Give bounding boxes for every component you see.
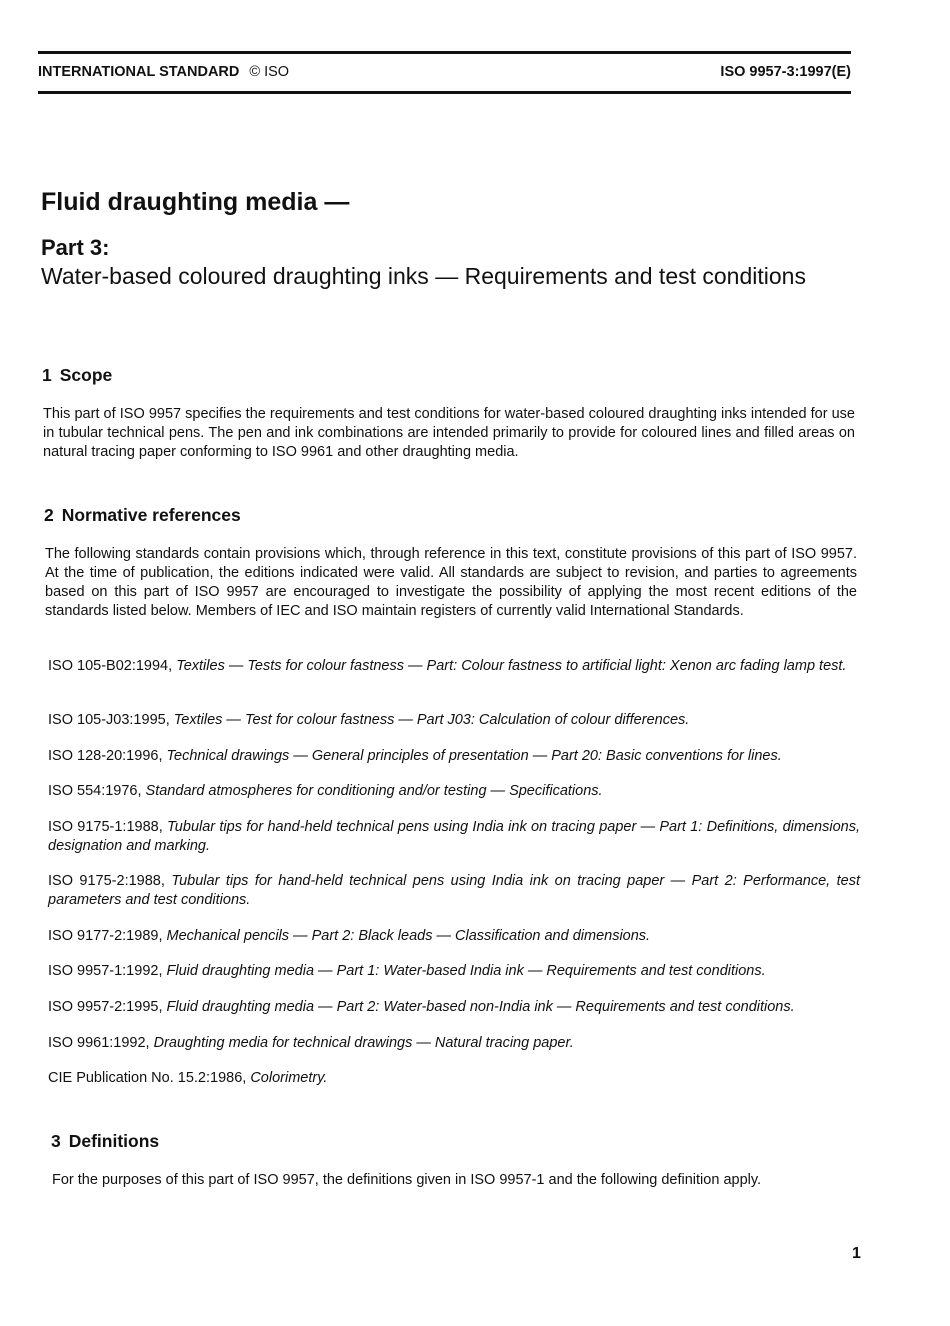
- header-top-rule: [38, 51, 851, 54]
- header-left: [38, 64, 289, 80]
- reference-item: [48, 1069, 860, 1088]
- normative-paragraph: The following standards contain provisions which, through reference in this text, constitute provisions of this part of ISO 9957. At the time of publication, the editions indicated were valid. All standards are subject to revision, and parties to agreements based on this part of ISO 9957 are encouraged to investigate the possibility of applying the most recent editions of the standards listed below. Members of IEC and ISO maintain registers of currently valid International Standards.: [45, 546, 857, 619]
- definitions-paragraph: For the purposes of this part of ISO 9957, the definitions given in ISO 9957-1 and the following definition apply.: [52, 1172, 762, 1188]
- section-title: Definitions: [68, 1131, 160, 1151]
- reference-item: [48, 998, 860, 1017]
- header-copyright: © ISO: [249, 64, 290, 80]
- reference-item: [48, 818, 860, 856]
- reference-item: [48, 657, 860, 676]
- section-heading-scope: [42, 365, 112, 386]
- reference-code: ISO 9961:1992,: [48, 1035, 150, 1051]
- reference-title: Fluid draughting media — Part 1: Water-based India ink — Requirements and test conditions.: [166, 963, 766, 979]
- reference-title: Colorimetry.: [250, 1070, 328, 1086]
- reference-code: ISO 9957-2:1995,: [48, 999, 163, 1015]
- reference-item: [48, 711, 860, 730]
- header-standard-label: INTERNATIONAL STANDARD: [38, 64, 240, 80]
- reference-code: ISO 9175-2:1988,: [48, 873, 165, 889]
- reference-code: ISO 9175-1:1988,: [48, 819, 163, 835]
- reference-code: CIE Publication No. 15.2:1986,: [48, 1070, 247, 1086]
- reference-item: [48, 872, 860, 910]
- reference-title: Draughting media for technical drawings — Natural tracing paper.: [153, 1035, 574, 1051]
- document-part: Part 3:: [41, 235, 110, 260]
- header-bottom-rule: [38, 91, 851, 94]
- reference-title: Fluid draughting media — Part 2: Water-based non-India ink — Requirements and test conditions.: [166, 999, 795, 1015]
- section-number: 2: [44, 505, 54, 525]
- reference-item: [48, 747, 860, 766]
- reference-title: Tubular tips for hand-held technical pens using India ink on tracing paper — Part 1: Definitions, dimensions, designation and marking.: [48, 819, 860, 854]
- reference-title: Tubular tips for hand-held technical pens using India ink on tracing paper — Part 2: Performance, test parameters and test conditions.: [48, 873, 860, 908]
- reference-item: [48, 1034, 860, 1053]
- reference-code: ISO 128-20:1996,: [48, 748, 163, 764]
- scope-paragraph: This part of ISO 9957 specifies the requirements and test conditions for water-based coloured draughting inks intended for use in tubular technical pens. The pen and ink combinations are intended primarily to provide for coloured lines and filled areas on natural tracing paper conforming to ISO 9961 and other draughting media.: [43, 406, 855, 460]
- header-document-id: ISO 9957-3:1997(E): [720, 64, 851, 80]
- reference-code: ISO 9177-2:1989,: [48, 928, 163, 944]
- reference-code: ISO 105-J03:1995,: [48, 712, 170, 728]
- section-title: Normative references: [61, 505, 241, 525]
- reference-title: Mechanical pencils — Part 2: Black leads — Classification and dimensions.: [166, 928, 651, 944]
- section-number: 3: [51, 1131, 61, 1151]
- reference-item: [48, 782, 860, 801]
- section-number: 1: [42, 365, 52, 385]
- section-heading-normative-references: [44, 505, 241, 526]
- section-heading-definitions: [51, 1131, 159, 1152]
- page-number: 1: [852, 1245, 861, 1262]
- reference-item: [48, 962, 860, 981]
- reference-title: Technical drawings — General principles of presentation — Part 20: Basic conventions for lines.: [166, 748, 782, 764]
- reference-title: Textiles — Tests for colour fastness — Part: Colour fastness to artificial light: Xenon arc fading lamp test.: [176, 658, 847, 674]
- document-subtitle: Water-based coloured draughting inks — Requirements and test conditions: [41, 263, 806, 289]
- reference-item: [48, 927, 860, 946]
- section-title: Scope: [59, 365, 113, 385]
- reference-code: ISO 105-B02:1994,: [48, 658, 173, 674]
- document-title: Fluid draughting media —: [41, 188, 350, 216]
- reference-code: ISO 554:1976,: [48, 783, 142, 799]
- reference-code: ISO 9957-1:1992,: [48, 963, 163, 979]
- reference-title: Textiles — Test for colour fastness — Part J03: Calculation of colour differences.: [173, 712, 690, 728]
- reference-title: Standard atmospheres for conditioning and/or testing — Specifications.: [145, 783, 603, 799]
